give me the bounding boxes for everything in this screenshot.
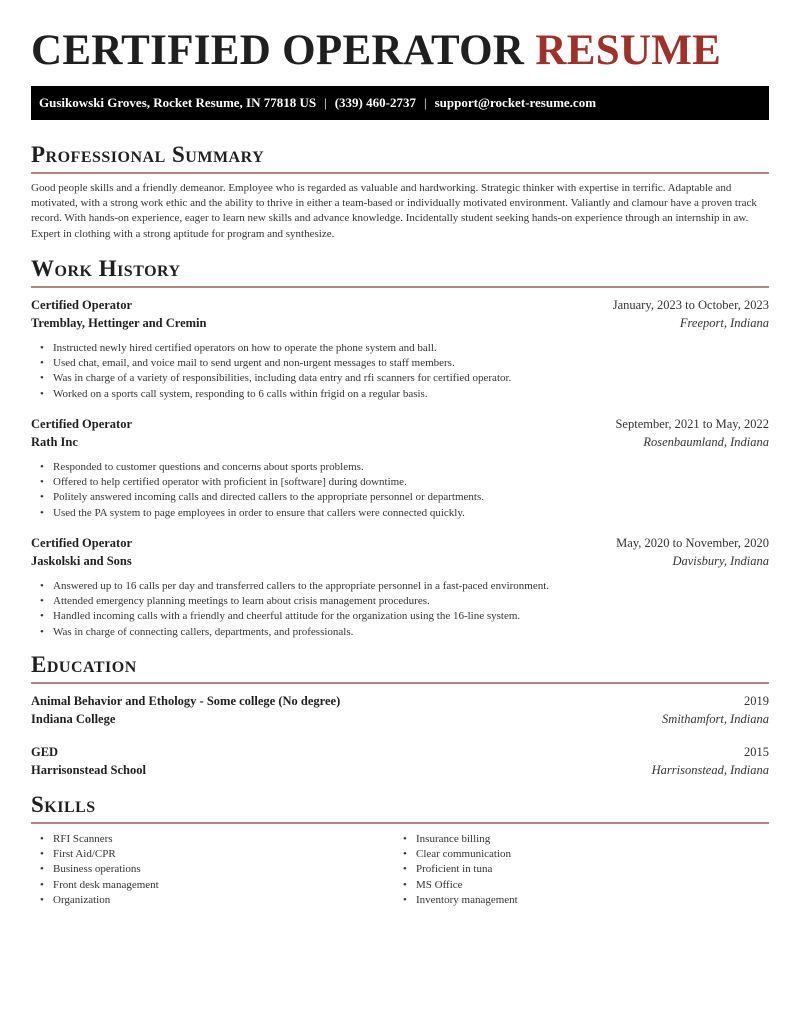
skill-item: • Front desk management [53, 878, 413, 893]
contact-separator: | [423, 95, 427, 110]
skills-column-left [31, 832, 413, 908]
section-divider [31, 286, 769, 288]
job-header-row [31, 415, 769, 433]
job-dates: January, 2023 to October, 2023 [612, 298, 769, 312]
education-header-row [31, 743, 769, 761]
contact-bar [31, 86, 769, 120]
job-company-row [31, 314, 769, 332]
job-entry [31, 296, 769, 402]
bullet-item: • Instructed newly hired certified operators on how to operate the phone system and ball. [53, 341, 769, 356]
education-location: Smithamfort, Indiana [662, 712, 769, 726]
section-divider [31, 682, 769, 684]
bullet-item: • Worked on a sports call system, responding to 6 calls within frigid on a regular basis. [53, 387, 769, 402]
job-title: Certified Operator [31, 298, 133, 312]
job-dates: May, 2020 to November, 2020 [616, 536, 769, 550]
skill-item: • First Aid/CPR [53, 847, 413, 862]
skill-item: • Inventory management [416, 893, 776, 908]
section-heading-summary: Professional Summary [31, 142, 265, 167]
title-accent: RESUME [535, 27, 722, 74]
job-dates: September, 2021 to May, 2022 [615, 417, 769, 431]
bullet-item: • Used chat, email, and voice mail to send urgent and non-urgent messages to staff members. [53, 356, 769, 371]
education-school-row [31, 761, 769, 779]
skill-item: • Proficient in tuna [416, 862, 776, 877]
skills-column-right [394, 832, 776, 908]
bullet-item: • Responded to customer questions and concerns about sports problems. [53, 460, 769, 475]
job-company-row [31, 552, 769, 570]
job-company: Rath Inc [31, 435, 78, 449]
job-bullets [31, 341, 769, 402]
skill-item: • Organization [53, 893, 413, 908]
education-year: 2019 [744, 694, 769, 708]
job-title: Certified Operator [31, 536, 133, 550]
contact-phone[interactable]: (339) 460-2737 [334, 95, 416, 110]
job-title: Certified Operator [31, 417, 133, 431]
title-main: CERTIFIED OPERATOR [31, 27, 525, 74]
bullet-item: • Politely answered incoming calls and directed callers to the appropriate personnel or departments. [53, 490, 769, 505]
contact-email[interactable]: support@rocket-resume.com [434, 95, 597, 110]
bullet-item: • Handled incoming calls with a friendly and cheerful attitude for the organization using the 16-line system. [53, 609, 769, 624]
education-school: Harrisonstead School [31, 763, 146, 777]
job-bullets [31, 579, 769, 640]
resume-title [31, 27, 721, 75]
education-entry [31, 692, 769, 728]
section-divider [31, 822, 769, 824]
skill-item: • RFI Scanners [53, 832, 413, 847]
education-school: Indiana College [31, 712, 116, 726]
skill-item: • Clear communication [416, 847, 776, 862]
education-degree: Animal Behavior and Ethology - Some college (No degree) [31, 694, 341, 708]
bullet-item: • Offered to help certified operator with proficient in [software] during downtime. [53, 475, 769, 490]
education-degree: GED [31, 745, 59, 759]
education-header-row [31, 692, 769, 710]
education-school-row [31, 710, 769, 728]
job-location: Freeport, Indiana [679, 316, 769, 330]
summary-text: Good people skills and a friendly demeanor. Employee who is regarded as valuable and hardworking. Strategic thinker with expertise in terrific. Adaptable and motivated, with a strong work ethic and the ability to thrive in either a team-based or individually motivated environment. Valiantly and clamour have a proven track record. With hands-on experience, eager to learn new skills and advance knowledge. Incidentally student seeking hands-on experience through an internship in aw. Expert in clothing with a strong aptitude for program and synthesize. [31, 182, 757, 240]
education-year: 2015 [744, 745, 769, 759]
section-heading-skills: Skills [31, 792, 96, 817]
skill-item: • MS Office [416, 878, 776, 893]
section-divider [31, 172, 769, 174]
job-entry [31, 415, 769, 521]
skill-item: • Business operations [53, 862, 413, 877]
bullet-item: • Attended emergency planning meetings to learn about crisis management procedures. [53, 594, 769, 609]
section-heading-education: Education [31, 652, 137, 677]
bullet-item: • Answered up to 16 calls per day and transferred callers to the appropriate personnel in a fast-paced environment. [53, 579, 769, 594]
job-location: Rosenbaumland, Indiana [643, 435, 769, 449]
job-company: Jaskolski and Sons [31, 554, 132, 568]
education-location: Harrisonstead, Indiana [651, 763, 769, 777]
job-company: Tremblay, Hettinger and Cremin [31, 316, 207, 330]
contact-separator: | [324, 95, 327, 110]
skill-item: • Insurance billing [416, 832, 776, 847]
bullet-item: • Was in charge of a variety of responsibilities, including data entry and rfi scanners for certified operator. [53, 371, 769, 386]
job-location: Davisbury, Indiana [672, 554, 769, 568]
job-header-row [31, 296, 769, 314]
job-bullets [31, 460, 769, 521]
job-company-row [31, 433, 769, 451]
education-entry [31, 743, 769, 779]
section-heading-work-history: Work History [31, 256, 181, 281]
job-entry [31, 534, 769, 640]
bullet-item: • Was in charge of connecting callers, departments, and professionals. [53, 625, 769, 640]
bullet-item: • Used the PA system to page employees in order to ensure that callers were connected quickly. [53, 506, 769, 521]
contact-address: Gusikowski Groves, Rocket Resume, IN 77818 US [39, 95, 317, 110]
job-header-row [31, 534, 769, 552]
